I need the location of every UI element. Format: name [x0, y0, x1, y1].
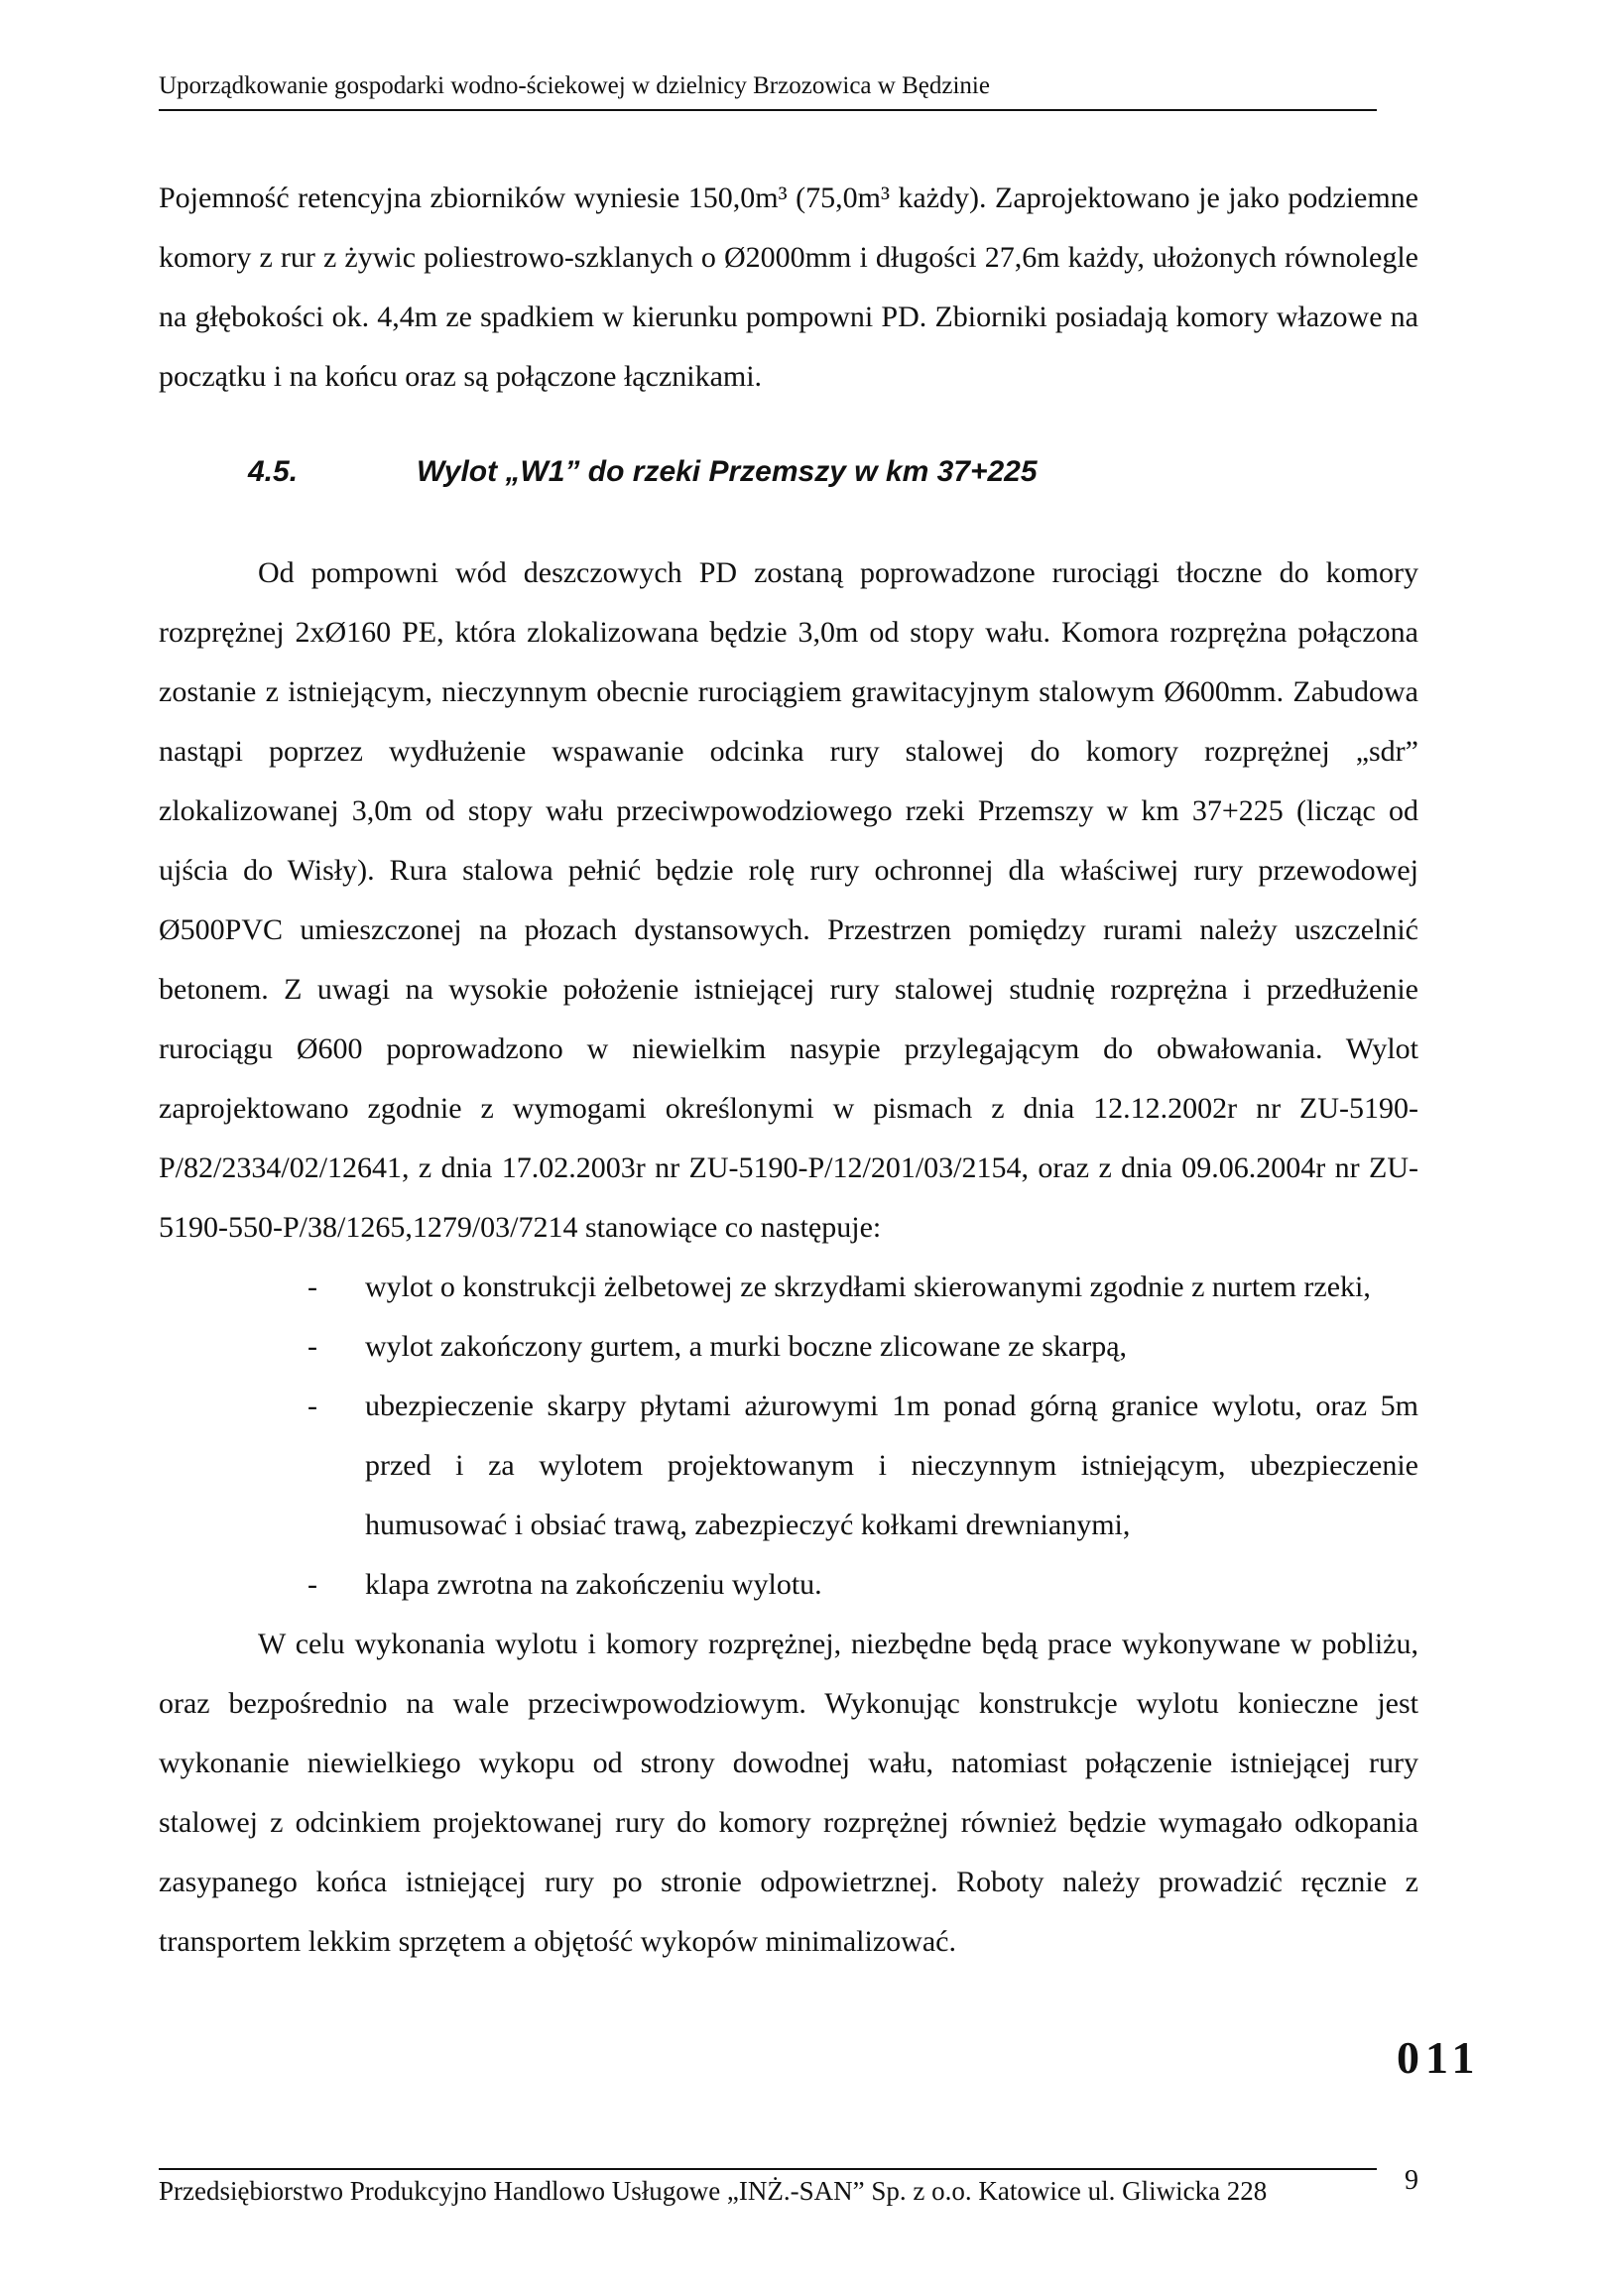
section-title: Wylot „W1” do rzeki Przemszy w km 37+225	[417, 455, 1038, 488]
header-rule	[159, 109, 1377, 111]
list-item: - wylot o konstrukcji żelbetowej ze skrzydłami skierowanymi zgodnie z nurtem rzeki,	[307, 1258, 1418, 1317]
list-item: - klapa zwrotna na zakończeniu wylotu.	[307, 1555, 1418, 1615]
sheet-stamp-number: 011	[1397, 2032, 1481, 2083]
section-heading	[159, 442, 1418, 502]
page-number: 9	[1405, 2165, 1418, 2196]
paragraph-intro: Pojemność retencyjna zbiorników wyniesie 150,0m³ (75,0m³ każdy). Zaprojektowano je jako podziemne komory z rur z żywic poliestrowo-szklanych o Ø2000mm i długości 27,6m każdy, ułożonych równolegle na głębokości ok. 4,4m ze spadkiem w kierunku pompowni PD. Zbiorniki posiadają komory włazowe na początku i na końcu oraz są połączone łącznikami.	[159, 181, 1418, 393]
document-body	[159, 169, 1418, 1972]
footer-company: Przedsiębiorstwo Produkcyjno Handlowo Usługowe „INŻ.-SAN” Sp. z o.o. Katowice ul. Gliwicka 228	[159, 2176, 1268, 2206]
paragraph-main: Od pompowni wód deszczowych PD zostaną poprowadzone rurociągi tłoczne do komory rozprężnej 2xØ160 PE, która zlokalizowana będzie 3,0m od stopy wału. Komora rozprężna połączona zostanie z istniejącym, nieczynnym obecnie rurociągiem grawitacyjnym stalowym Ø600mm. Zabudowa nastąpi poprzez wydłużenie wspawanie odcinka rury stalowej do komory rozprężnej „sdr” zlokalizowanej 3,0m od stopy wału przeciwpowodziowego rzeki Przemszy w km 37+225 (licząc od ujścia do Wisły). Rura stalowa pełnić będzie rolę rury ochronnej dla właściwej rury przewodowej Ø500PVC umieszczonej na płozach dystansowych. Przestrzen pomiędzy rurami należy uszczelnić betonem. Z uwagi na wysokie położenie istniejącej rury stalowej studnię rozprężna i przedłużenie rurociągu Ø600 poprowadzono w niewielkim nasypie przylegającym do obwałowania. Wylot zaprojektowano zgodnie z wymogami określonymi w pismach z dnia 12.12.2002r nr ZU-5190-P/82/2334/02/12641, z dnia 17.02.2003r nr ZU-5190-P/12/201/03/2154, oraz z dnia 09.06.2004r nr ZU-5190-550-P/38/1265,1279/03/7214 stanowiące co następuje:	[159, 556, 1418, 1244]
section-number: 4.5.	[248, 455, 299, 488]
list-item: - ubezpieczenie skarpy płytami ażurowymi 1m ponad górną granice wylotu, oraz 5m przed i za wylotem projektowanym i nieczynnym istniejącym, ubezpieczenie humusować i obsiać trawą, zabezpieczyć kołkami drewnianymi,	[307, 1377, 1418, 1555]
footer-rule	[159, 2168, 1377, 2170]
paragraph-closing: W celu wykonania wylotu i komory rozprężnej, niezbędne będą prace wykonywane w pobliżu, oraz bezpośrednio na wale przeciwpowodziowym. Wykonując konstrukcje wylotu konieczne jest wykonanie niewielkiego wykopu od strony dowodnej wału, natomiast połączenie istniejącej rury stalowej z odcinkiem projektowanej rury do komory rozprężnej również będzie wymagało odkopania zasypanego końca istniejącej rury po stronie odpowietrznej. Roboty należy prowadzić ręcznie z transportem lekkim sprzętem a objętość wykopów minimalizować.	[159, 1628, 1418, 1958]
list-item: - wylot zakończony gurtem, a murki boczne zlicowane ze skarpą,	[307, 1317, 1418, 1377]
requirements-list	[159, 1258, 1418, 1615]
running-header: Uporządkowanie gospodarki wodno-ściekowej w dzielnicy Brzozowica w Będzinie	[159, 72, 990, 99]
